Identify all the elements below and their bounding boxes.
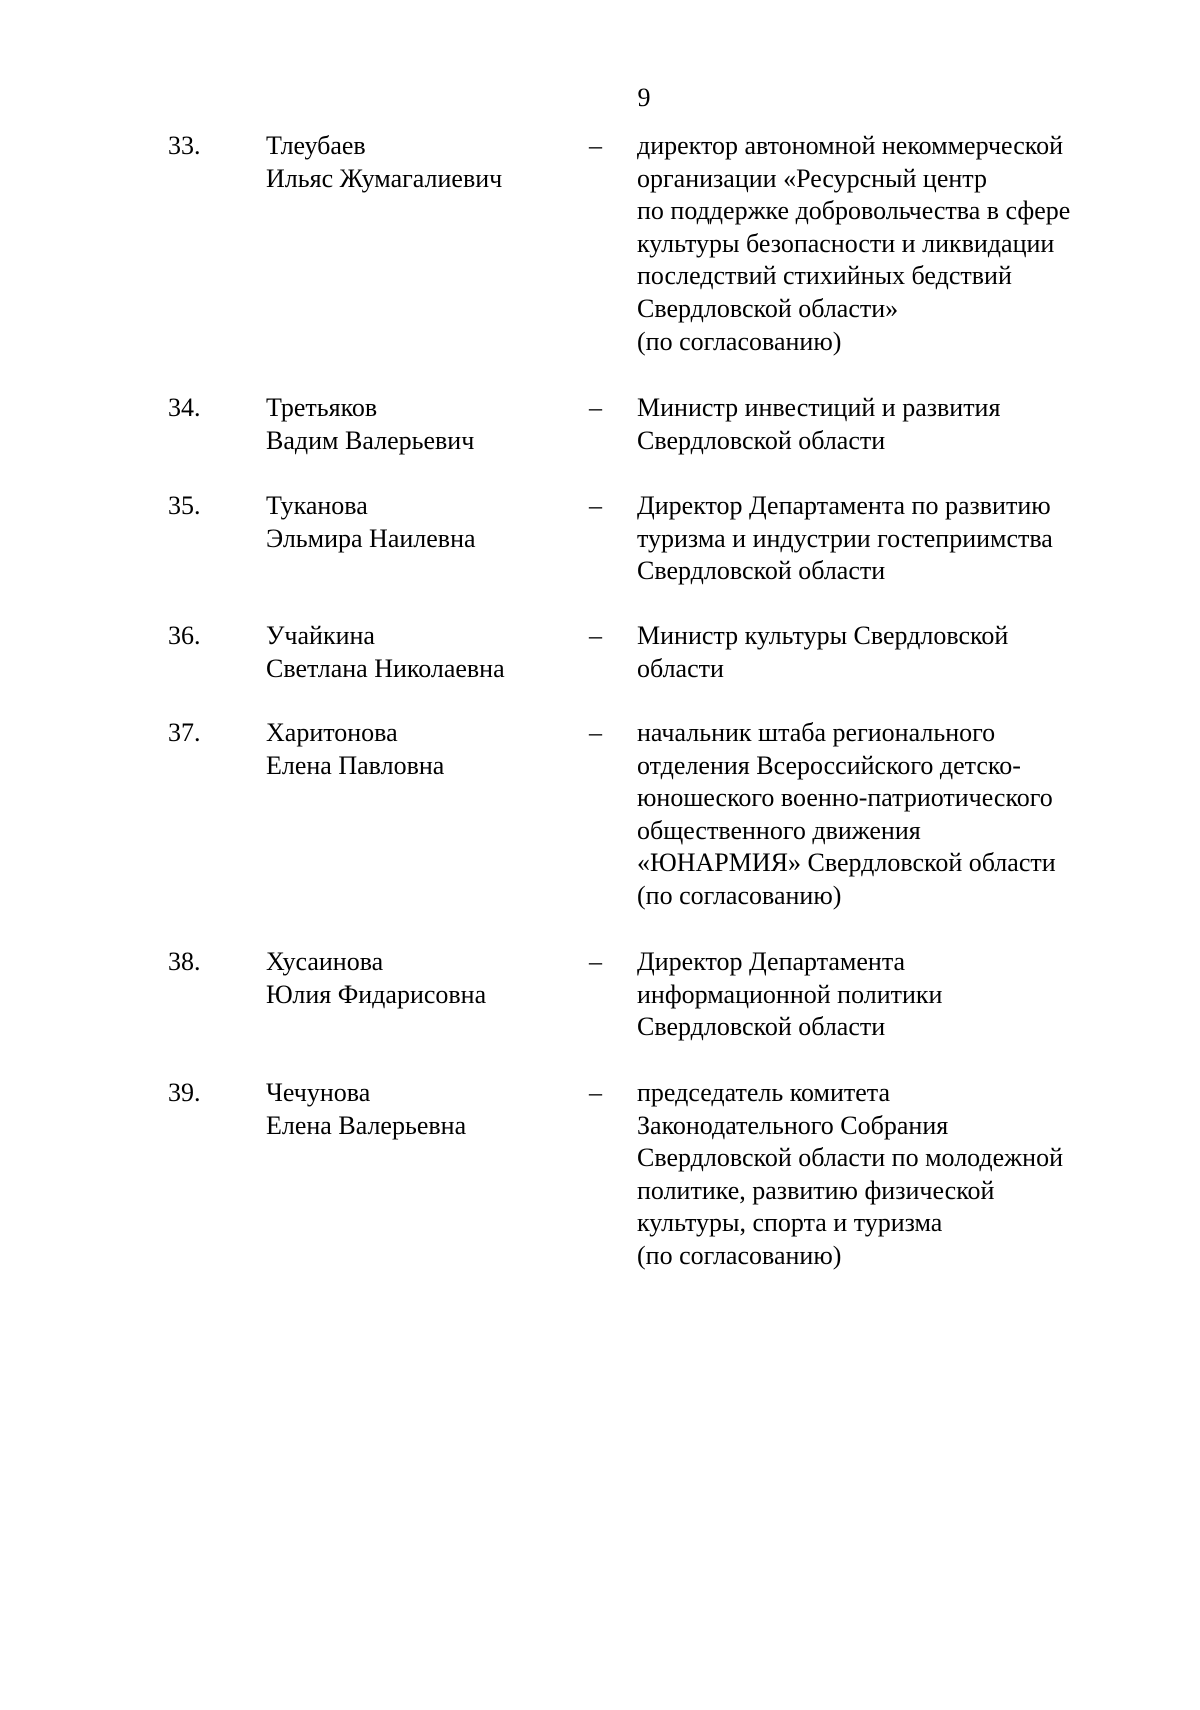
item-number: 39. xyxy=(168,1078,201,1107)
list-item xyxy=(0,946,1200,1077)
item-number: 33. xyxy=(168,131,201,160)
member-given-name: Вадим Валерьевич xyxy=(266,425,475,455)
list-item xyxy=(0,717,1200,946)
member-position xyxy=(637,1077,1137,1273)
member-position xyxy=(637,620,1137,685)
dash-separator: – xyxy=(589,393,602,422)
list-item xyxy=(0,130,1200,392)
member-name xyxy=(266,946,486,1011)
member-position xyxy=(637,392,1137,457)
dash-separator: – xyxy=(589,947,602,976)
position-line: организации «Ресурсный центр xyxy=(637,163,987,193)
member-surname: Тлеубаев xyxy=(266,131,366,160)
position-line: Директор Департамента xyxy=(637,947,906,976)
list-item xyxy=(0,620,1200,717)
member-name xyxy=(266,1077,466,1142)
item-number: 38. xyxy=(168,947,201,976)
position-line: политике, развитию физической xyxy=(637,1175,995,1205)
member-surname: Третьяков xyxy=(266,393,378,422)
position-line: (по согласованию) xyxy=(637,326,842,356)
position-line: Министр культуры Свердловской xyxy=(637,621,1009,650)
member-position xyxy=(637,946,1137,1044)
dash-separator: – xyxy=(589,621,602,650)
member-name xyxy=(266,717,444,782)
list-item xyxy=(0,490,1200,620)
position-line: Министр инвестиций и развития xyxy=(637,393,1001,422)
dash-separator: – xyxy=(589,131,602,160)
member-given-name: Светлана Николаевна xyxy=(266,653,505,683)
member-name xyxy=(266,620,505,685)
position-line: Законодательного Собрания xyxy=(637,1110,949,1140)
member-given-name: Ильяс Жумагалиевич xyxy=(266,163,503,193)
dash-separator: – xyxy=(589,1078,602,1107)
item-number: 34. xyxy=(168,393,201,422)
position-line: культуры безопасности и ликвидации xyxy=(637,228,1055,258)
position-line: по поддержке добровольчества в сфере xyxy=(637,196,1071,226)
member-position xyxy=(637,490,1137,588)
position-line: туризма и индустрии гостеприимства xyxy=(637,523,1053,553)
item-number: 36. xyxy=(168,621,201,650)
list-item xyxy=(0,392,1200,490)
member-surname: Харитонова xyxy=(266,718,398,747)
member-given-name: Елена Павловна xyxy=(266,750,445,780)
member-surname: Учайкина xyxy=(266,621,375,650)
member-list xyxy=(0,130,1200,1277)
member-name xyxy=(266,490,476,555)
position-line: «ЮНАРМИЯ» Свердловской области xyxy=(637,848,1056,878)
position-line: Директор Департамента по развитию xyxy=(637,491,1051,520)
position-line: (по согласованию) xyxy=(637,880,842,910)
member-surname: Хусаинова xyxy=(266,947,384,976)
member-given-name: Юлия Фидарисовна xyxy=(266,979,487,1009)
dash-separator: – xyxy=(589,491,602,520)
position-line: директор автономной некоммерческой xyxy=(637,131,1063,160)
member-name xyxy=(266,392,474,457)
member-name xyxy=(266,130,502,195)
dash-separator: – xyxy=(589,718,602,747)
position-line: председатель комитета xyxy=(637,1078,891,1107)
position-line: последствий стихийных бедствий xyxy=(637,261,1012,291)
member-given-name: Эльмира Наилевна xyxy=(266,523,476,553)
page-number: 9 xyxy=(637,83,651,112)
position-line: области xyxy=(637,653,724,683)
member-given-name: Елена Валерьевна xyxy=(266,1110,467,1140)
position-line: юношеского военно-патриотического xyxy=(637,783,1053,813)
member-surname: Чечунова xyxy=(266,1078,371,1107)
position-line: отделения Всероссийского детско- xyxy=(637,750,1021,780)
position-line: Свердловской области по молодежной xyxy=(637,1143,1063,1173)
position-line: (по согласованию) xyxy=(637,1240,842,1270)
position-line: Свердловской области» xyxy=(637,293,899,323)
item-number: 37. xyxy=(168,718,201,747)
position-line: Свердловской области xyxy=(637,1012,886,1042)
position-line: культуры, спорта и туризма xyxy=(637,1208,943,1238)
member-surname: Туканова xyxy=(266,491,368,520)
item-number: 35. xyxy=(168,491,201,520)
position-line: Свердловской области xyxy=(637,425,886,455)
position-line: Свердловской области xyxy=(637,556,886,586)
member-position xyxy=(637,130,1137,358)
position-line: общественного движения xyxy=(637,815,921,845)
position-line: информационной политики xyxy=(637,979,943,1009)
member-position xyxy=(637,717,1137,913)
position-line: начальник штаба регионального xyxy=(637,718,996,747)
list-item xyxy=(0,1077,1200,1277)
